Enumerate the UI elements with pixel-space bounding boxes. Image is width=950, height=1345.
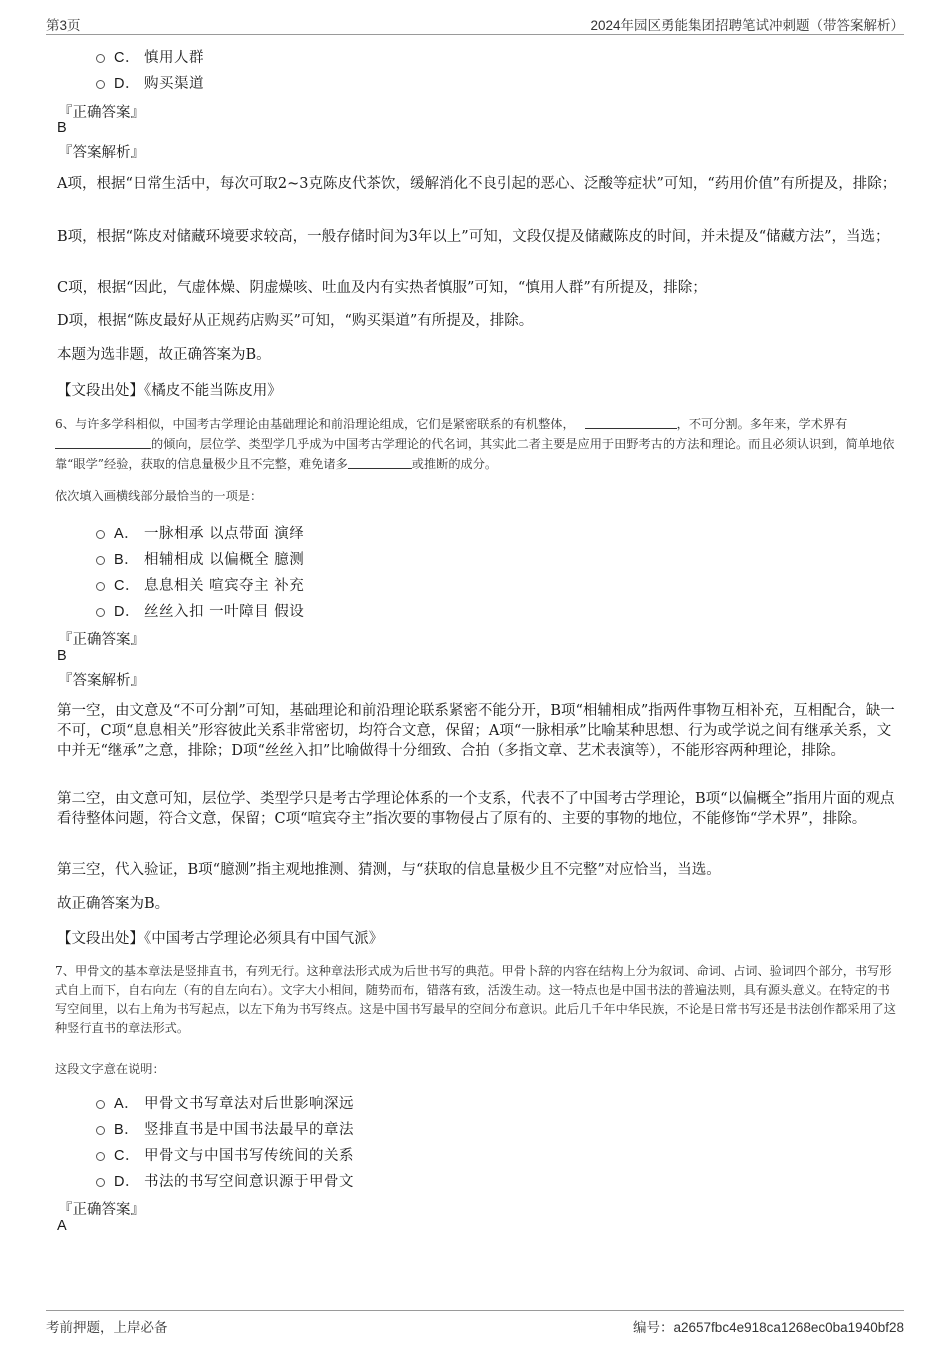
option-text: 购买渠道 (144, 75, 204, 92)
q7-answer: A (57, 1218, 67, 1234)
radio-icon[interactable] (96, 582, 105, 591)
q6-option-b[interactable] (96, 547, 304, 569)
q5-conclusion: 本题为选非题，故正确答案为B。 (57, 347, 271, 363)
q6-option-a[interactable] (96, 521, 304, 543)
page-header (46, 12, 904, 35)
option-text: 甲骨文与中国书写传统间的关系 (144, 1147, 354, 1164)
q5-analysis-label: 『答案解析』 (58, 145, 145, 161)
document-code (633, 1316, 904, 1336)
q7-option-b[interactable] (96, 1117, 354, 1139)
option-text: 相辅相成 以偏概全 臆测 (144, 551, 305, 568)
q7-option-d[interactable] (96, 1169, 354, 1191)
radio-icon[interactable] (96, 1178, 105, 1187)
q6-prompt: 依次填入画横线部分最恰当的一项是： (55, 489, 263, 503)
q6-analysis-1: 第一空，由文意及“不可分割”可知，基础理论和前沿理论联系紧密不能分开，B项“相辅相成”指两件事物互相补充，互相配合，缺一不可，C项“息息相关”形容彼此关系非常密切，均符合文意，保留；A项“一脉相承”比喻某种思想、行为或学说之间有继承关系，文中并无“继承”之意，排除；D项“丝丝入扣”比喻做得十分细致、合拍（多指文章、艺术表演等），不能形容两种理论，排除。 (57, 703, 895, 759)
option-letter: A． (114, 525, 140, 542)
option-text: 息息相关 喧宾夺主 补充 (144, 577, 305, 594)
q5-answer: B (57, 120, 67, 136)
radio-icon[interactable] (96, 556, 105, 565)
q5-analysis-d: D项，根据“陈皮最好从正规药店购买”可知，“购买渠道”有所提及，排除。 (57, 313, 534, 329)
option-text: 慎用人群 (144, 49, 204, 66)
q6-stem (55, 414, 897, 474)
radio-icon[interactable] (96, 1152, 105, 1161)
q7-option-c[interactable] (96, 1143, 354, 1165)
q6-stem-part: 的倾向，层位学、类型学几乎成为中国考古学理论的代名词，其实此二者主要是应用于田野考古的方法和理论。而且必须认识到，简单地依靠“眼学”经验，获取的信息量极少且不完整，难免诸多 (55, 437, 895, 471)
q6-answer: B (57, 648, 67, 664)
q6-option-c[interactable] (96, 573, 304, 595)
option-letter: C． (114, 1147, 140, 1164)
radio-icon[interactable] (96, 1126, 105, 1135)
q6-answer-label: 『正确答案』 (58, 632, 145, 648)
footer-slogan: 考前押题，上岸必备 (46, 1320, 168, 1335)
q6-stem-part: ，不可分割。多年来，学术界有 (676, 417, 848, 431)
option-letter: A． (114, 1095, 140, 1112)
radio-icon[interactable] (96, 608, 105, 617)
q6-stem-part: 或推断的成分。 (411, 457, 498, 471)
q5-option-d[interactable] (96, 71, 204, 93)
page-number: 第3页 (46, 18, 81, 33)
q5-option-c[interactable] (96, 45, 204, 67)
option-letter: D． (114, 603, 140, 620)
radio-icon[interactable] (96, 1100, 105, 1109)
option-text: 甲骨文书写章法对后世影响深远 (144, 1095, 354, 1112)
q6-conclusion: 故正确答案为B。 (57, 896, 170, 912)
option-letter: B． (114, 551, 140, 568)
option-letter: C． (114, 49, 140, 66)
fill-blank-2 (55, 434, 151, 449)
radio-icon[interactable] (96, 54, 105, 63)
q6-source: 【文段出处】《中国考古学理论必须具有中国气派》 (57, 931, 384, 947)
q5-answer-label: 『正确答案』 (58, 105, 145, 121)
fill-blank-1 (585, 414, 677, 429)
fill-blank-3 (348, 454, 412, 469)
q6-analysis-label: 『答案解析』 (58, 673, 145, 689)
code-value: a2657fbc4e918ca1268ec0ba1940bf28 (673, 1320, 904, 1335)
q6-analysis-3: 第三空，代入验证，B项“臆测”指主观地推测、猜测，与“获取的信息量极少且不完整”对应恰当，当选。 (57, 862, 721, 878)
q5-analysis-a: A项，根据“日常生活中，每次可取2~3克陈皮代茶饮，缓解消化不良引起的恶心、泛酸等症状”可知，“药用价值”有所提及，排除； (57, 176, 897, 192)
option-letter: C． (114, 577, 140, 594)
q5-source: 【文段出处】《橘皮不能当陈皮用》 (57, 383, 282, 399)
option-text: 竖排直书是中国书法最早的章法 (144, 1121, 354, 1138)
q6-analysis-2: 第二空，由文意可知，层位学、类型学只是考古学理论体系的一个支系，代表不了中国考古学理论，B项“以偏概全”指用片面的观点看待整体问题，符合文意，保留；C项“喧宾夺主”指次要的事物侵占了原有的、主要的事物的地位，不能修饰“学术界”，排除。 (57, 791, 895, 827)
q6-option-d[interactable] (96, 599, 304, 621)
document-title: 2024年园区勇能集团招聘笔试冲刺题（带答案解析） (590, 18, 904, 33)
option-letter: B． (114, 1121, 140, 1138)
q7-answer-label: 『正确答案』 (58, 1202, 145, 1218)
page-footer (46, 1310, 904, 1339)
q7-option-a[interactable] (96, 1091, 354, 1113)
option-text: 一脉相承 以点带面 演绎 (144, 525, 305, 542)
q7-stem: 7、甲骨文的基本章法是竖排直书，有列无行。这种章法形式成为后世书写的典范。甲骨卜辞的内容在结构上分为叙词、命词、占词、验词四个部分，书写形式自上而下，自右向左（有的自左向右）。文字大小相间，随势而布，错落有致，活泼生动。这一特点也是中国书法的普遍法则，具有源头意义。在特定的书写空间里，以右上角为书写起点，以左下角为书写终点。这是中国书写最早的空间分布意识。此后几千年中华民族，不论是日常书写还是书法创作都采用了这种竖行直书的章法形式。 (55, 964, 896, 1035)
q5-analysis-c: C项，根据“因此，气虚体燥、阴虚燥咳、吐血及内有实热者慎服”可知，“慎用人群”有所提及，排除； (57, 280, 707, 296)
option-letter: D． (114, 1173, 140, 1190)
q5-analysis-b: B项，根据“陈皮对储藏环境要求较高，一般存储时间为3年以上”可知，文段仅提及储藏陈皮的时间，并未提及“储藏方法”，当选； (57, 229, 890, 245)
option-text: 丝丝入扣 一叶障目 假设 (144, 603, 305, 620)
radio-icon[interactable] (96, 80, 105, 89)
option-letter: D． (114, 75, 140, 92)
q6-stem-part: 6、与许多学科相似，中国考古学理论由基础理论和前沿理论组成，它们是紧密联系的有机整体， (55, 417, 575, 431)
radio-icon[interactable] (96, 530, 105, 539)
option-text: 书法的书写空间意识源于甲骨文 (144, 1173, 354, 1190)
q7-prompt: 这段文字意在说明： (55, 1062, 165, 1076)
code-label: 编号： (633, 1320, 674, 1335)
